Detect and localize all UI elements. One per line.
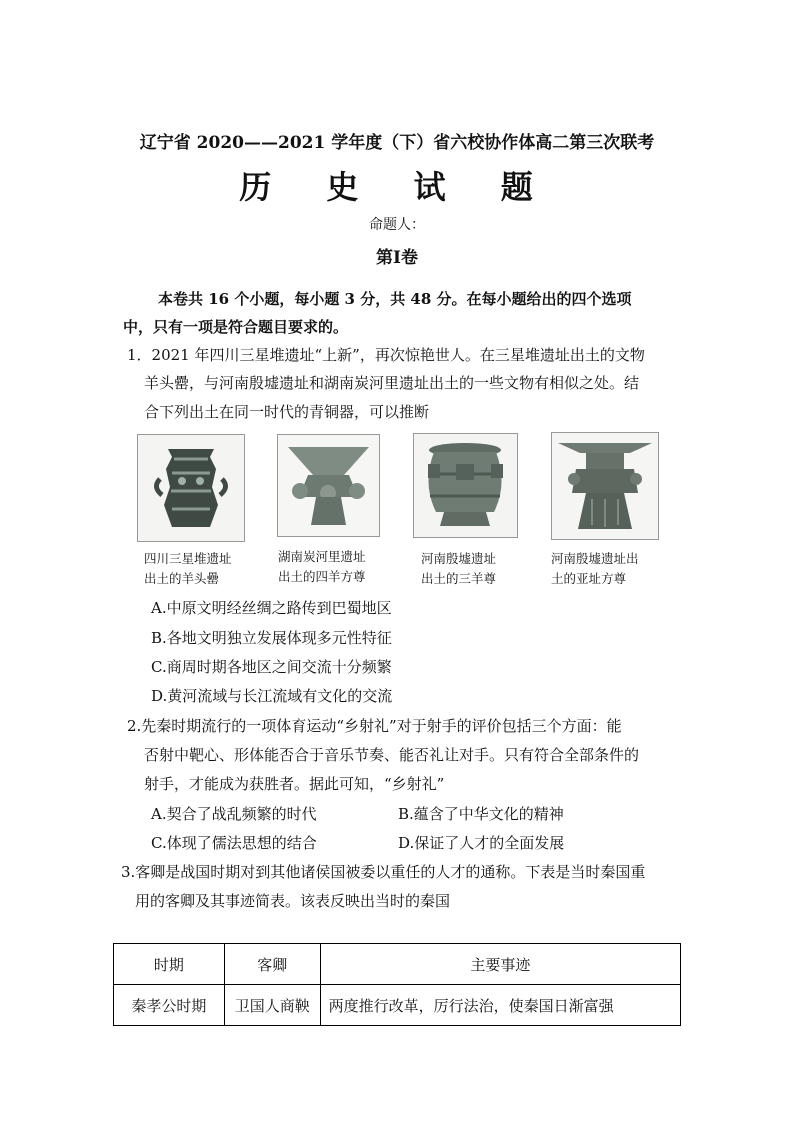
table-cell: 卫国人商鞅 bbox=[224, 985, 320, 1026]
q1-option-a[interactable]: A.中原文明经丝绸之路传到巴蜀地区 bbox=[151, 599, 392, 617]
table-header-cell: 主要事迹 bbox=[320, 944, 680, 985]
exam-header: 辽宁省 2020——2021 学年度（下）省六校协作体高二第三次联考 bbox=[139, 133, 655, 153]
image-caption-4-line-2: 土的亚址方尊 bbox=[551, 571, 627, 586]
subject-title: 历 史 试 题 bbox=[239, 168, 555, 206]
bronze-square-zun-icon bbox=[551, 432, 659, 540]
bronze-lei-icon bbox=[137, 434, 245, 542]
image-caption-2-line-1: 湖南炭河里遗址 bbox=[278, 549, 366, 564]
q2-option-a[interactable]: A.契合了战乱频繁的时代 bbox=[151, 805, 317, 823]
table-header-row bbox=[114, 944, 681, 985]
q3-line-2: 用的客卿及其事迹简表。该表反映出当时的秦国 bbox=[135, 892, 451, 910]
q1-line-2: 羊头罍，与河南殷墟遗址和湖南炭河里遗址出土的一些文物有相似之处。结 bbox=[144, 374, 640, 392]
table-header-cell: 客卿 bbox=[224, 944, 320, 985]
table-cell: 秦孝公时期 bbox=[114, 985, 225, 1026]
q1-line-3: 合下列出土在同一时代的青铜器，可以推断 bbox=[144, 403, 430, 421]
q1-option-c[interactable]: C.商周时期各地区之间交流十分频繁 bbox=[151, 658, 392, 676]
table-row bbox=[114, 985, 681, 1026]
q3-line-1: 3.客卿是战国时期对到其他诸侯国被委以重任的人才的通称。下表是当时秦国重 bbox=[121, 863, 646, 881]
image-caption-3-line-2: 出土的三羊尊 bbox=[421, 571, 497, 586]
table-cell: 两度推行改革，厉行法治，使秦国日渐富强 bbox=[320, 985, 680, 1026]
q2-line-3: 射手，才能成为获胜者。据此可知，“乡射礼” bbox=[144, 775, 445, 793]
q1-option-b[interactable]: B.各地文明独立发展体现多元性特征 bbox=[151, 629, 392, 647]
instructions-line-2: 中，只有一项是符合题目要求的。 bbox=[123, 318, 349, 336]
q2-line-2: 否射中靶心、形体能否合于音乐节奏、能否礼让对手。只有符合全部条件的 bbox=[144, 746, 640, 764]
setter-label: 命题人： bbox=[369, 217, 425, 233]
q1-line-1: 1．2021 年四川三星堆遗址“上新”，再次惊艳世人。在三星堆遗址出土的文物 bbox=[127, 346, 645, 364]
image-caption-1-line-1: 四川三星堆遗址 bbox=[144, 551, 232, 566]
image-caption-3-line-1: 河南殷墟遗址 bbox=[421, 551, 497, 566]
bronze-zun-icon bbox=[413, 433, 518, 538]
q3-table bbox=[113, 943, 681, 1026]
q2-option-b[interactable]: B.蕴含了中华文化的精神 bbox=[398, 805, 564, 823]
image-caption-4-line-1: 河南殷墟遗址出 bbox=[551, 551, 639, 566]
q1-option-d[interactable]: D.黄河流域与长江流域有文化的交流 bbox=[151, 687, 393, 705]
instructions-line-1: 本卷共 16 个小题，每小题 3 分，共 48 分。在每小题给出的四个选项 bbox=[158, 290, 632, 308]
q2-line-1: 2.先秦时期流行的一项体育运动“乡射礼”对于射手的评价包括三个方面：能 bbox=[127, 717, 622, 735]
q2-option-d[interactable]: D.保证了人才的全面发展 bbox=[398, 834, 565, 852]
table-header-cell: 时期 bbox=[114, 944, 225, 985]
image-caption-2-line-2: 出土的四羊方尊 bbox=[278, 569, 366, 584]
volume-label: 第Ⅰ卷 bbox=[376, 248, 418, 268]
image-caption-1-line-2: 出土的羊头罍 bbox=[144, 571, 220, 586]
q2-option-c[interactable]: C.体现了儒法思想的结合 bbox=[151, 834, 317, 852]
bronze-zun-icon bbox=[277, 434, 380, 537]
